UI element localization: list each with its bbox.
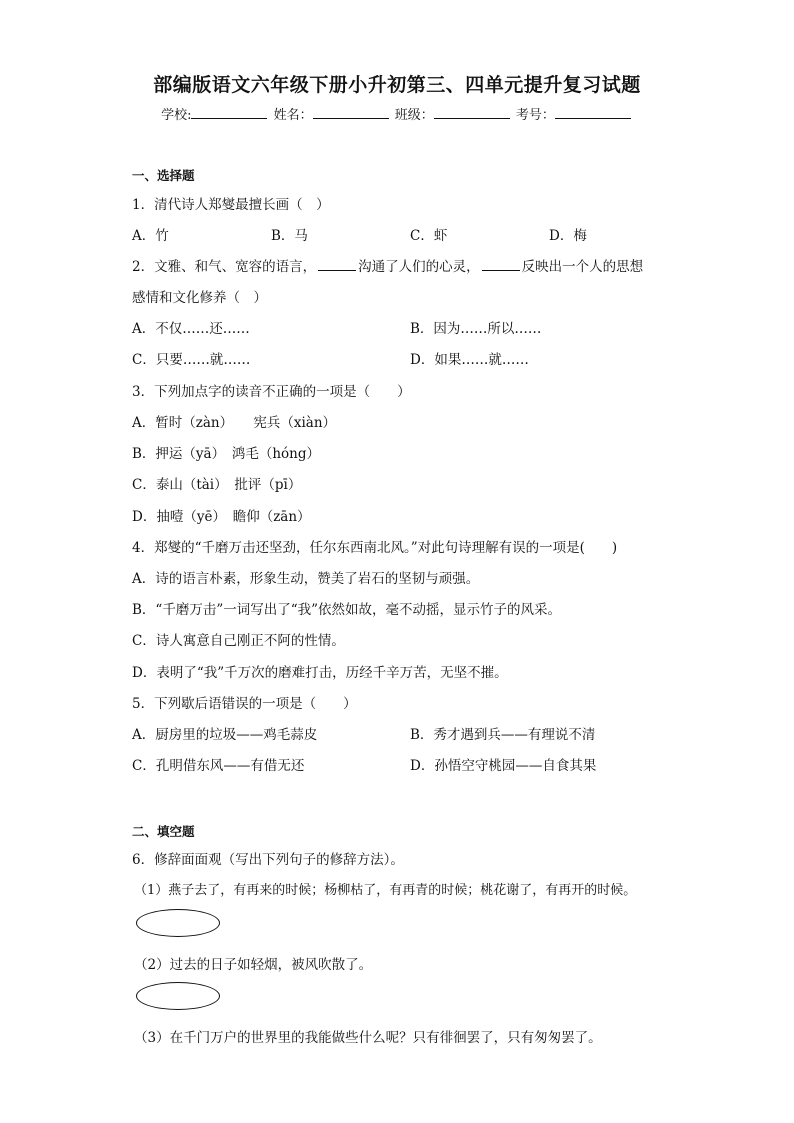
q4-stem: 4．郑燮的“千磨万击还坚劲，任尔东西南北风。”对此句诗理解有误的一项是( ) — [132, 540, 618, 556]
q3-stem: 3．下列加点字的读音不正确的一项是（ ） — [132, 384, 411, 400]
q2-option-a[interactable]: A．不仅……还…… — [132, 321, 250, 337]
q5-option-b[interactable]: B．秀才遇到兵——有理说不清 — [410, 727, 596, 743]
q2-stem-part-a: 2．文雅、和气、宽容的语言， — [132, 259, 317, 275]
q2-stem — [132, 255, 643, 275]
q1-option-a[interactable]: A．竹 — [132, 228, 169, 244]
class-label: 班级： — [394, 108, 434, 123]
q6-item-2: （2）过去的日子如轻烟，被风吹散了。 — [134, 957, 373, 973]
q4-option-a[interactable]: A．诗的语言朴素，形象生动，赞美了岩石的坚韧与顽强。 — [132, 571, 480, 587]
q2-stem-part-c: 反映出一个人的思想 — [521, 259, 644, 275]
q2-option-c[interactable]: C．只要……就…… — [132, 352, 251, 368]
name-label: 姓名： — [273, 108, 313, 123]
exam-title: 部编版语文六年级下册小升初第三、四单元提升复习试题 — [153, 74, 641, 96]
q6-item-1: （1）燕子去了，有再来的时候；杨柳枯了，有再青的时候；桃花谢了，有再开的时候。 — [134, 883, 637, 898]
q6-item-3: （3）在千门万户的世界里的我能做些什么呢？只有徘徊罢了，只有匆匆罢了。 — [134, 1030, 602, 1046]
q1-option-d[interactable]: D．梅 — [549, 228, 587, 244]
q3-option-a[interactable]: A．暂时（zàn） 宪兵（xiàn） — [132, 415, 337, 431]
q2-stem-part-b: 沟通了人们的心灵， — [358, 259, 480, 275]
q2-blank-2[interactable] — [482, 258, 520, 271]
school-blank[interactable] — [191, 106, 267, 119]
q3-option-c[interactable]: C．泰山（tài） 批评（pī） — [132, 477, 302, 493]
q1-option-c[interactable]: C．虾 — [410, 228, 448, 244]
q5-stem: 5．下列歇后语错误的一项是（ ） — [132, 696, 357, 712]
q6-stem: 6．修辞面面观（写出下列句子的修辞方法）。 — [132, 852, 404, 868]
q4-option-d[interactable]: D．表明了“我”千万次的磨难打击，历经千辛万苦，无坚不摧。 — [132, 665, 508, 681]
section-heading-fill: 二、填空题 — [132, 824, 195, 839]
q5-option-a[interactable]: A．厨房里的垃圾——鸡毛蒜皮 — [132, 727, 318, 743]
section-heading-choice: 一、选择题 — [132, 168, 195, 183]
q3-option-d[interactable]: D．抽噎（yē） 瞻仰（zān） — [132, 509, 311, 525]
id-blank[interactable] — [555, 106, 631, 119]
q6-answer-oval-2[interactable] — [136, 982, 220, 1010]
q2-stem-line2: 感情和文化修养（ ） — [132, 290, 267, 306]
name-blank[interactable] — [313, 106, 389, 119]
school-label: 学校: — [161, 108, 192, 123]
q4-option-b[interactable]: B．“千磨万击”一词写出了“我”依然如故，毫不动摇，显示竹子的风采。 — [132, 602, 562, 618]
q3-option-b[interactable]: B．押运（yā） 鸿毛（hóng） — [132, 446, 321, 462]
q5-option-c[interactable]: C．孔明借东风——有借无还 — [132, 758, 305, 774]
q2-option-b[interactable]: B．因为……所以…… — [410, 321, 542, 337]
student-info-line — [0, 104, 794, 123]
id-label: 考号： — [515, 108, 555, 123]
q2-option-d[interactable]: D．如果……就…… — [410, 352, 529, 368]
q6-answer-oval-1[interactable] — [136, 909, 220, 937]
q2-blank-1[interactable] — [318, 258, 356, 271]
q1-option-b[interactable]: B．马 — [271, 228, 308, 244]
q5-option-d[interactable]: D．孙悟空守桃园——自食其果 — [410, 758, 597, 774]
q1-stem: 1．清代诗人郑燮最擅长画（ ） — [132, 197, 330, 213]
q4-option-c[interactable]: C．诗人寓意自己刚正不阿的性情。 — [132, 633, 345, 649]
class-blank[interactable] — [434, 106, 510, 119]
